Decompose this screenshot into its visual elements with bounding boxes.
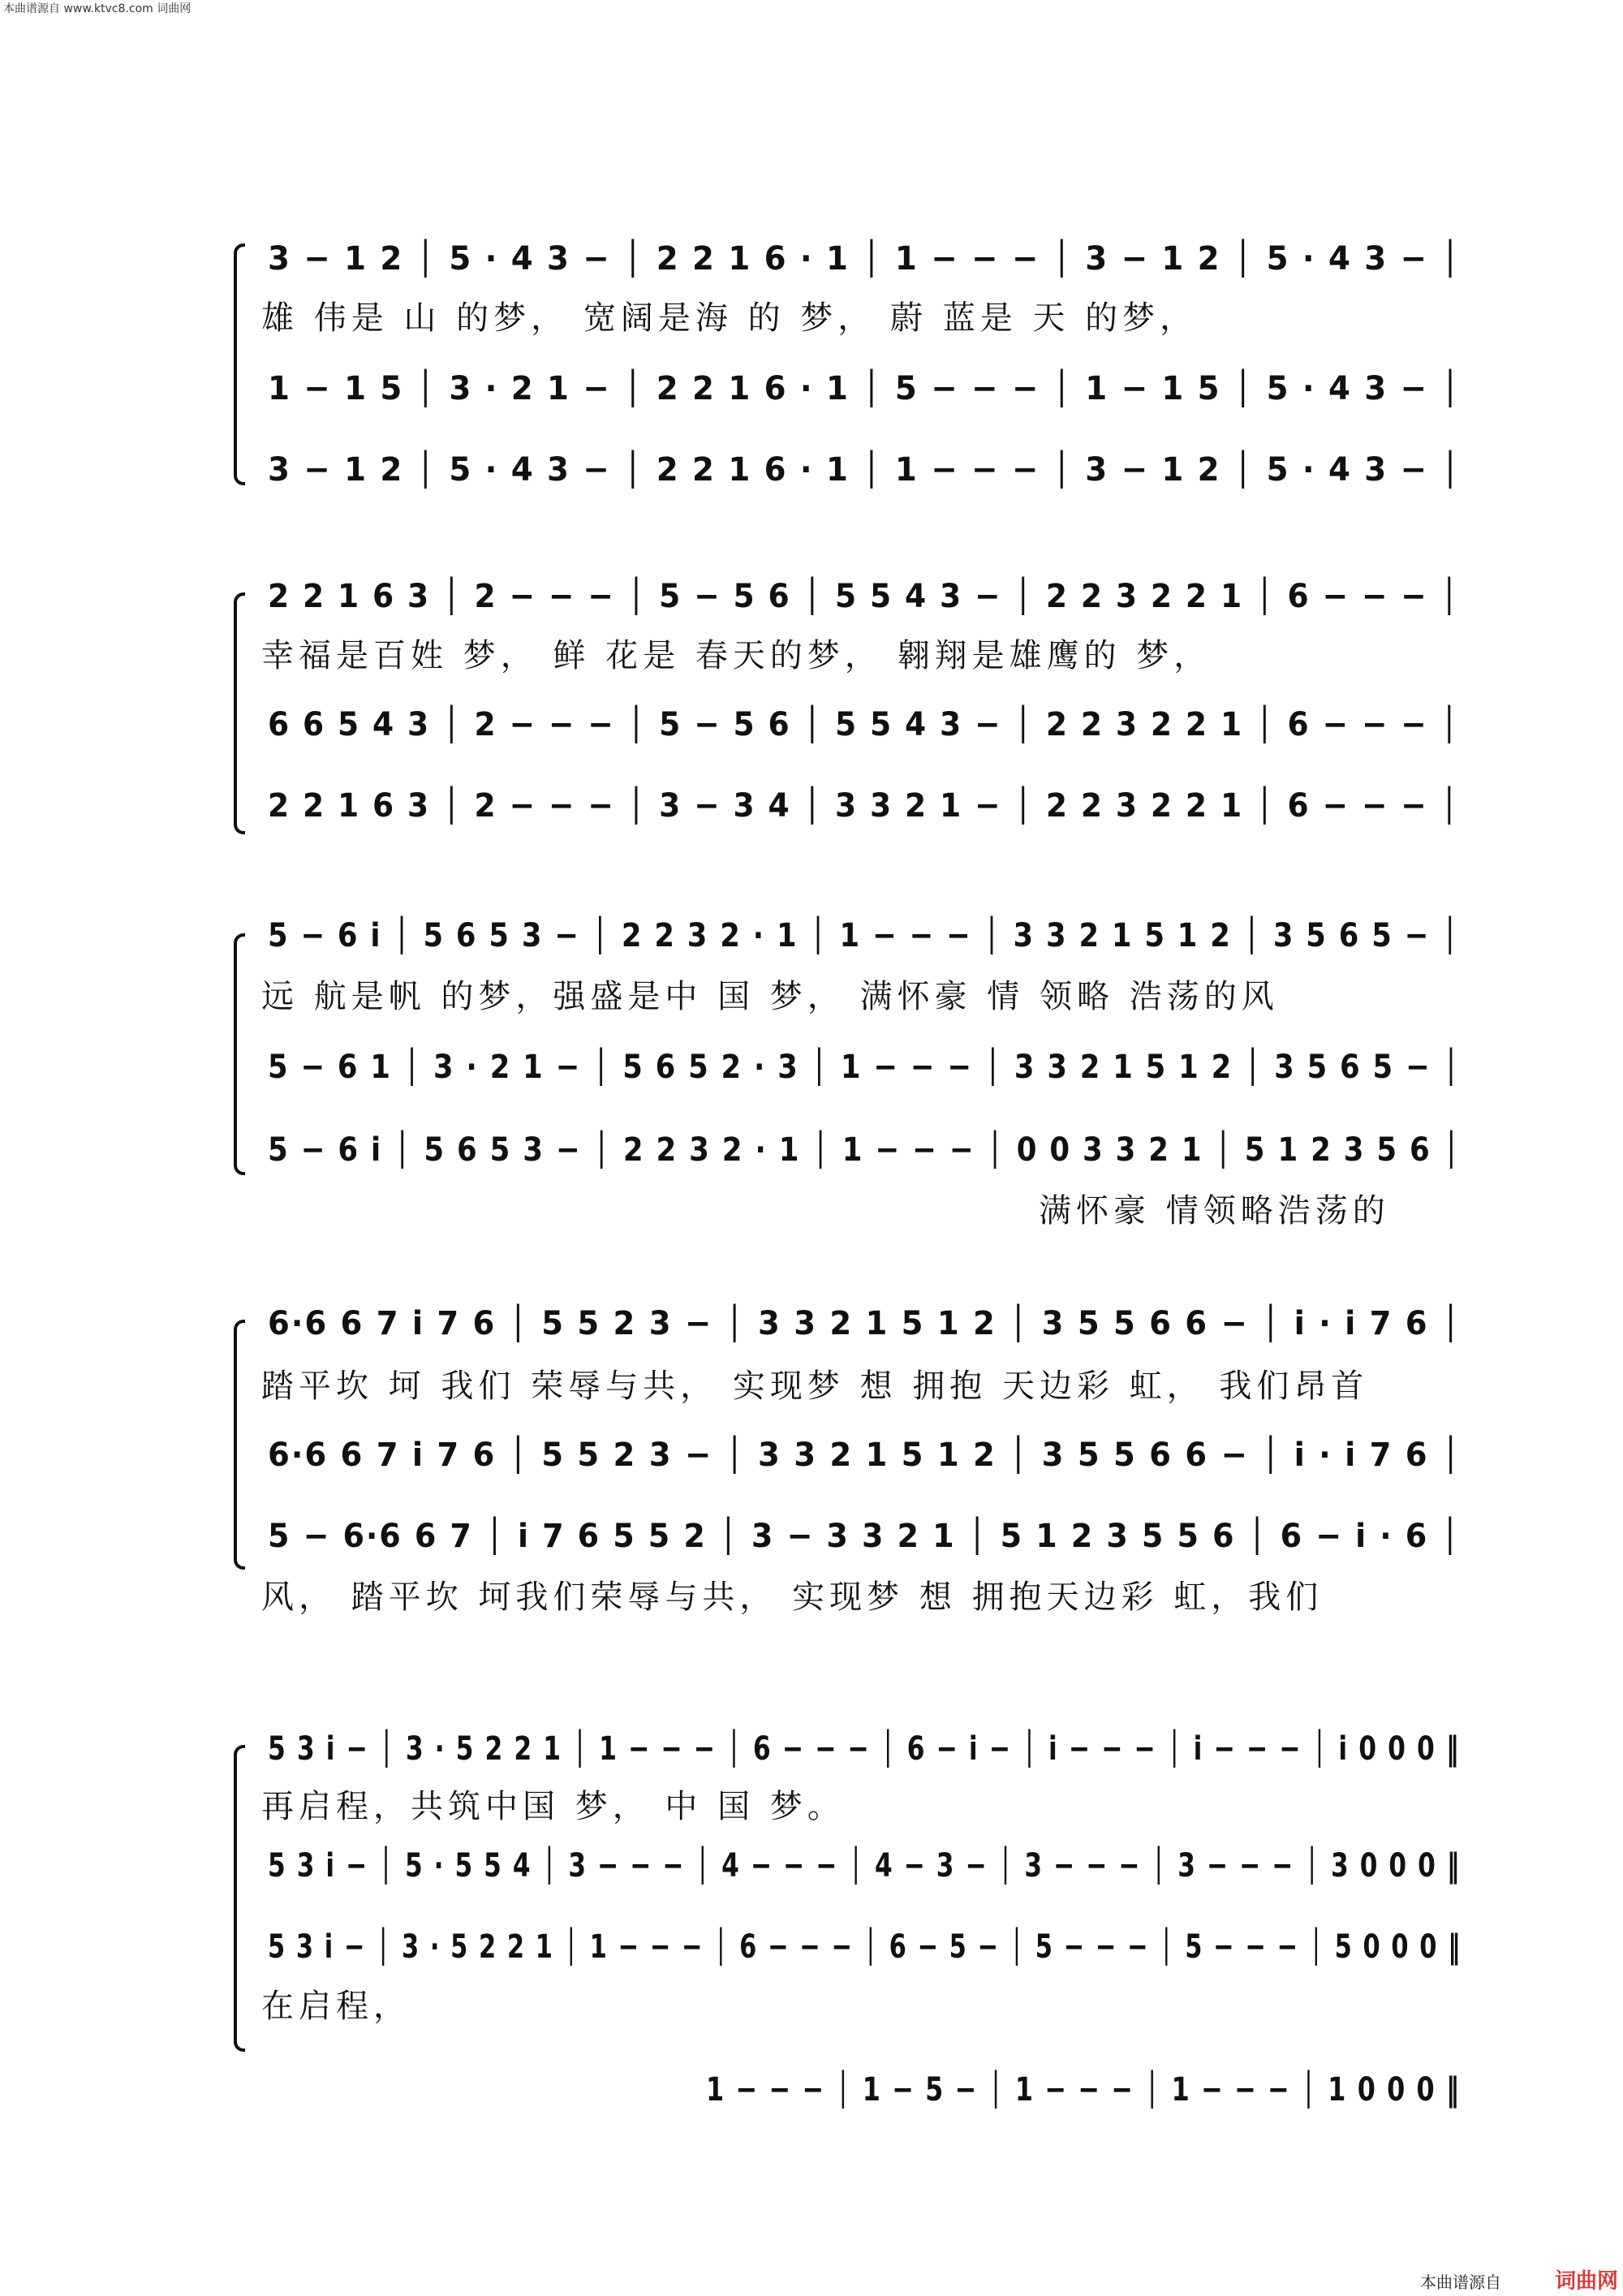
alto-notes: 6 6 5 4 3 │ 2 − − − │ 5 − 5 6 │ 5 5 4 3 − │ 2 2 3 2 2 1 │ 6 − − − │ xyxy=(268,706,1461,743)
soprano-lyrics: 再启程，共筑中国 梦， 中 国 梦。 xyxy=(261,1788,845,1825)
tenor-lyrics: 风， 踏平坎 坷我们荣辱与共， 实现梦 想 拥抱天边彩 虹，我们 xyxy=(261,1579,1324,1616)
alto-notes: 6·6 6 7 i 7 6 │ 5 5 2 3 − │ 3 3 2 1 5 1 2 │ 3 5 5 6 6 − │ i · i 7 6 │ xyxy=(268,1437,1462,1474)
soprano-lyrics: 踏平坎 坷 我们 荣辱与共， 实现梦 想 拥抱 天边彩 虹， 我们昂首 xyxy=(261,1368,1369,1405)
bass-notes: 1 − − − │ 1 − 5 − │ 1 − − − │ 1 − − − │ 1 0 0 0 ‖ xyxy=(706,2071,1461,2109)
alto-notes: 1 − 1 5 │ 3 · 2 1 − │ 2 2 1 6 · 1 │ 5 − − − │ 1 − 1 5 │ 5 · 4 3 − │ xyxy=(268,370,1462,407)
system-brace xyxy=(234,933,245,1175)
tenor-lyrics: 满怀豪 情领略浩荡的 xyxy=(1039,1192,1390,1230)
tenor-lyrics: 在启程， xyxy=(261,1988,411,2025)
system-brace xyxy=(234,1320,245,1570)
soprano-notes: 5 3 i − │ 3 · 5 2 2 1 │ 1 − − − │ 6 − − − │ 6 − i − │ i − − − │ i − − − │ i 0 0 0 ‖ xyxy=(268,1730,1461,1768)
footer-source: 本曲谱源自 xyxy=(1420,2272,1501,2292)
alto-notes: 5 3 i − │ 5 · 5 5 4 │ 3 − − − │ 4 − − − │ 4 − 3 − │ 3 − − − │ 3 − − − │ 3 0 0 0 ‖ xyxy=(268,1847,1461,1885)
soprano-lyrics: 幸福是百姓 梦， 鲜 花是 春天的梦， 翱翔是雄鹰的 梦， xyxy=(261,637,1212,674)
tenor-notes: 5 − 6 i │ 5 6 5 3 − │ 2 2 3 2 · 1 │ 1 − − − │ 0 0 3 3 2 1 │ 5 1 2 3 5 6 │ xyxy=(268,1131,1462,1169)
site-logo: 词曲网 xyxy=(1554,2269,1618,2294)
tenor-notes: 5 − 6·6 6 7 │ i 7 6 5 5 2 │ 3 − 3 3 2 1 │ 5 1 2 3 5 5 6 │ 6 − i · 6 │ xyxy=(268,1518,1462,1555)
soprano-lyrics: 远 航是帆 的梦，强盛是中 国 梦， 满怀豪 情 领略 浩荡的风 xyxy=(261,978,1279,1015)
tenor-notes: 3 − 1 2 │ 5 · 4 3 − │ 2 2 1 6 · 1 │ 1 − − − │ 3 − 1 2 │ 5 · 4 3 − │ xyxy=(268,451,1462,489)
site-header: 本曲谱源自 www.ktvc8.com 词曲网 xyxy=(3,2,192,15)
system-brace xyxy=(234,1745,245,2052)
soprano-notes: 6·6 6 7 i 7 6 │ 5 5 2 3 − │ 3 3 2 1 5 1 2 │ 3 5 5 6 6 − │ i · i 7 6 │ xyxy=(268,1305,1462,1342)
system-brace xyxy=(234,243,245,485)
soprano-lyrics: 雄 伟是 山 的梦， 宽阔是海 的 梦， 蔚 蓝是 天 的梦， xyxy=(261,299,1198,337)
tenor-notes: 5 3 i − │ 3 · 5 2 2 1 │ 1 − − − │ 6 − − − │ 6 − 5 − │ 5 − − − │ 5 − − − │ 5 0 0 0 ‖ xyxy=(268,1928,1462,1966)
soprano-notes: 3 − 1 2 │ 5 · 4 3 − │ 2 2 1 6 · 1 │ 1 − − − │ 3 − 1 2 │ 5 · 4 3 − │ xyxy=(268,240,1462,278)
soprano-notes: 2 2 1 6 3 │ 2 − − − │ 5 − 5 6 │ 5 5 4 3 − │ 2 2 3 2 2 1 │ 6 − − − │ xyxy=(268,578,1461,615)
system-brace xyxy=(234,592,245,834)
tenor-notes: 2 2 1 6 3 │ 2 − − − │ 3 − 3 4 │ 3 3 2 1 − │ 2 2 3 2 2 1 │ 6 − − − │ xyxy=(268,787,1461,825)
alto-notes: 5 − 6 1 │ 3 · 2 1 − │ 5 6 5 2 · 3 │ 1 − − − │ 3 3 2 1 5 1 2 │ 3 5 6 5 − │ xyxy=(268,1049,1462,1086)
soprano-notes: 5 − 6 i │ 5 6 5 3 − │ 2 2 3 2 · 1 │ 1 − − − │ 3 3 2 1 5 1 2 │ 3 5 6 5 − │ xyxy=(268,917,1461,954)
